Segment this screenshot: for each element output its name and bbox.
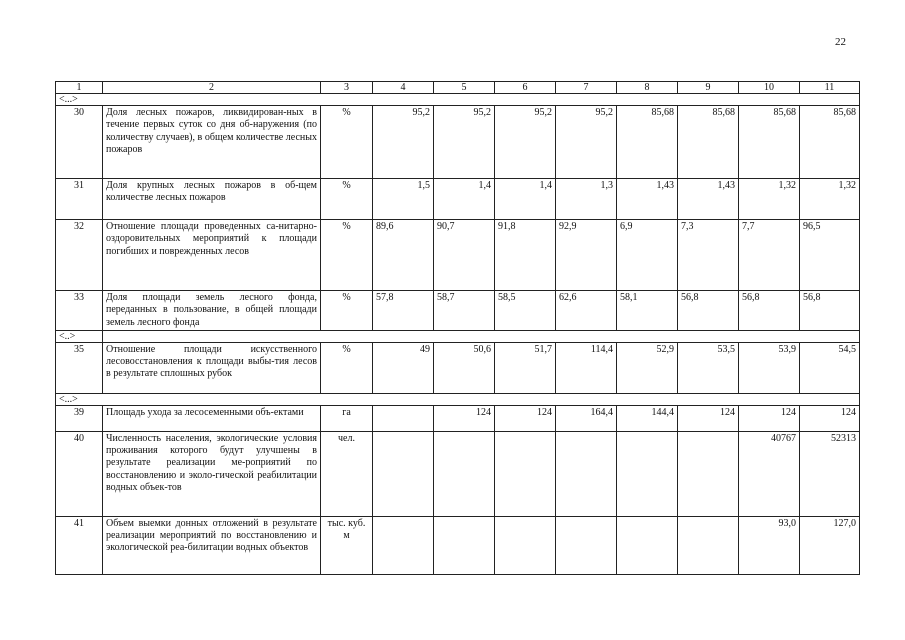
row-unit: %	[321, 291, 373, 331]
value-cell: 95,2	[495, 106, 556, 179]
row-number: 31	[56, 179, 103, 220]
value-cell: 1,5	[373, 179, 434, 220]
value-cell: 40767	[739, 431, 800, 516]
value-cell: 96,5	[800, 220, 860, 291]
header-cell: 10	[739, 82, 800, 94]
header-row	[56, 82, 860, 94]
row-description: Доля лесных пожаров, ликвидирован-ных в течение первых суток со дня об-наружения (по количеству случаев), в общем количестве лесных пожаров	[103, 106, 321, 179]
header-cell: 2	[103, 82, 321, 94]
value-cell: 1,43	[617, 179, 678, 220]
value-cell: 53,9	[739, 342, 800, 393]
value-cell: 57,8	[373, 291, 434, 331]
value-cell: 56,8	[800, 291, 860, 331]
value-cell: 124	[434, 405, 495, 431]
row-description: Отношение площади искусственного лесовосстановления к площади выбы-тия лесов в результате сплошных рубок	[103, 342, 321, 393]
table-row	[56, 516, 860, 574]
value-cell: 85,68	[678, 106, 739, 179]
value-cell: 85,68	[617, 106, 678, 179]
row-unit: чел.	[321, 431, 373, 516]
header-cell: 3	[321, 82, 373, 94]
value-cell	[556, 431, 617, 516]
value-cell: 1,32	[800, 179, 860, 220]
value-cell: 52313	[800, 431, 860, 516]
value-cell	[678, 431, 739, 516]
value-cell: 95,2	[556, 106, 617, 179]
value-cell	[434, 431, 495, 516]
value-cell: 85,68	[739, 106, 800, 179]
row-number: 40	[56, 431, 103, 516]
value-cell: 58,1	[617, 291, 678, 331]
row-unit: га	[321, 405, 373, 431]
row-number: 33	[56, 291, 103, 331]
row-unit: тыс. куб. м	[321, 516, 373, 574]
header-cell: 4	[373, 82, 434, 94]
value-cell: 7,3	[678, 220, 739, 291]
separator-row	[56, 393, 860, 405]
page-number: 22	[835, 36, 846, 48]
value-cell: 1,32	[739, 179, 800, 220]
value-cell: 114,4	[556, 342, 617, 393]
value-cell: 93,0	[739, 516, 800, 574]
value-cell: 56,8	[678, 291, 739, 331]
row-unit: %	[321, 342, 373, 393]
value-cell: 124	[495, 405, 556, 431]
value-cell: 95,2	[373, 106, 434, 179]
separator-fill	[103, 330, 860, 342]
value-cell: 50,6	[434, 342, 495, 393]
row-description: Отношение площади проведенных са-нитарно-оздоровительных мероприятий к площади погибших и поврежденных лесов	[103, 220, 321, 291]
value-cell: 51,7	[495, 342, 556, 393]
value-cell: 124	[678, 405, 739, 431]
value-cell	[373, 516, 434, 574]
value-cell: 144,4	[617, 405, 678, 431]
header-cell: 5	[434, 82, 495, 94]
table-row	[56, 179, 860, 220]
value-cell: 124	[739, 405, 800, 431]
row-number: 32	[56, 220, 103, 291]
header-cell: 8	[617, 82, 678, 94]
value-cell: 85,68	[800, 106, 860, 179]
value-cell: 52,9	[617, 342, 678, 393]
table-row	[56, 220, 860, 291]
value-cell	[495, 516, 556, 574]
value-cell	[617, 516, 678, 574]
header-cell: 7	[556, 82, 617, 94]
row-number: 41	[56, 516, 103, 574]
row-description: Доля площади земель лесного фонда, переданных в пользование, в общей площади земель лесного фонда	[103, 291, 321, 331]
value-cell	[617, 431, 678, 516]
value-cell: 53,5	[678, 342, 739, 393]
value-cell: 1,3	[556, 179, 617, 220]
row-description: Объем выемки донных отложений в результате реализации мероприятий по восстановлению и экологической реа-билитации водных объектов	[103, 516, 321, 574]
value-cell: 56,8	[739, 291, 800, 331]
header-cell: 6	[495, 82, 556, 94]
value-cell: 58,5	[495, 291, 556, 331]
row-number: 39	[56, 405, 103, 431]
value-cell: 6,9	[617, 220, 678, 291]
value-cell: 124	[800, 405, 860, 431]
table-row	[56, 106, 860, 179]
separator-cell: <...>	[56, 393, 860, 405]
value-cell: 62,6	[556, 291, 617, 331]
value-cell: 91,8	[495, 220, 556, 291]
header-cell: 9	[678, 82, 739, 94]
value-cell	[434, 516, 495, 574]
value-cell	[495, 431, 556, 516]
separator-cell: <...>	[56, 94, 860, 106]
header-cell: 1	[56, 82, 103, 94]
header-cell: 11	[800, 82, 860, 94]
table-row	[56, 405, 860, 431]
table-row	[56, 342, 860, 393]
value-cell: 92,9	[556, 220, 617, 291]
separator-row	[56, 94, 860, 106]
row-unit: %	[321, 179, 373, 220]
row-description: Площадь ухода за лесосеменными объ-ектами	[103, 405, 321, 431]
separator-cell: <..>	[56, 330, 103, 342]
value-cell: 164,4	[556, 405, 617, 431]
value-cell: 58,7	[434, 291, 495, 331]
row-description: Доля крупных лесных пожаров в об-щем количестве лесных пожаров	[103, 179, 321, 220]
value-cell: 1,4	[495, 179, 556, 220]
row-description: Численность населения, экологические условия проживания которого будут улучшены в результате реализации ме-роприятий по восстановлению и эколо-гической реабилитации водных объек-тов	[103, 431, 321, 516]
value-cell	[373, 431, 434, 516]
row-number: 35	[56, 342, 103, 393]
value-cell	[678, 516, 739, 574]
value-cell: 1,4	[434, 179, 495, 220]
value-cell: 1,43	[678, 179, 739, 220]
table-row	[56, 431, 860, 516]
row-number: 30	[56, 106, 103, 179]
value-cell	[556, 516, 617, 574]
row-unit: %	[321, 106, 373, 179]
separator-row	[56, 330, 860, 342]
value-cell: 89,6	[373, 220, 434, 291]
value-cell: 90,7	[434, 220, 495, 291]
indicators-table	[55, 81, 860, 575]
value-cell: 95,2	[434, 106, 495, 179]
value-cell: 127,0	[800, 516, 860, 574]
value-cell: 49	[373, 342, 434, 393]
table-row	[56, 291, 860, 331]
row-unit: %	[321, 220, 373, 291]
value-cell: 7,7	[739, 220, 800, 291]
value-cell	[373, 405, 434, 431]
value-cell: 54,5	[800, 342, 860, 393]
